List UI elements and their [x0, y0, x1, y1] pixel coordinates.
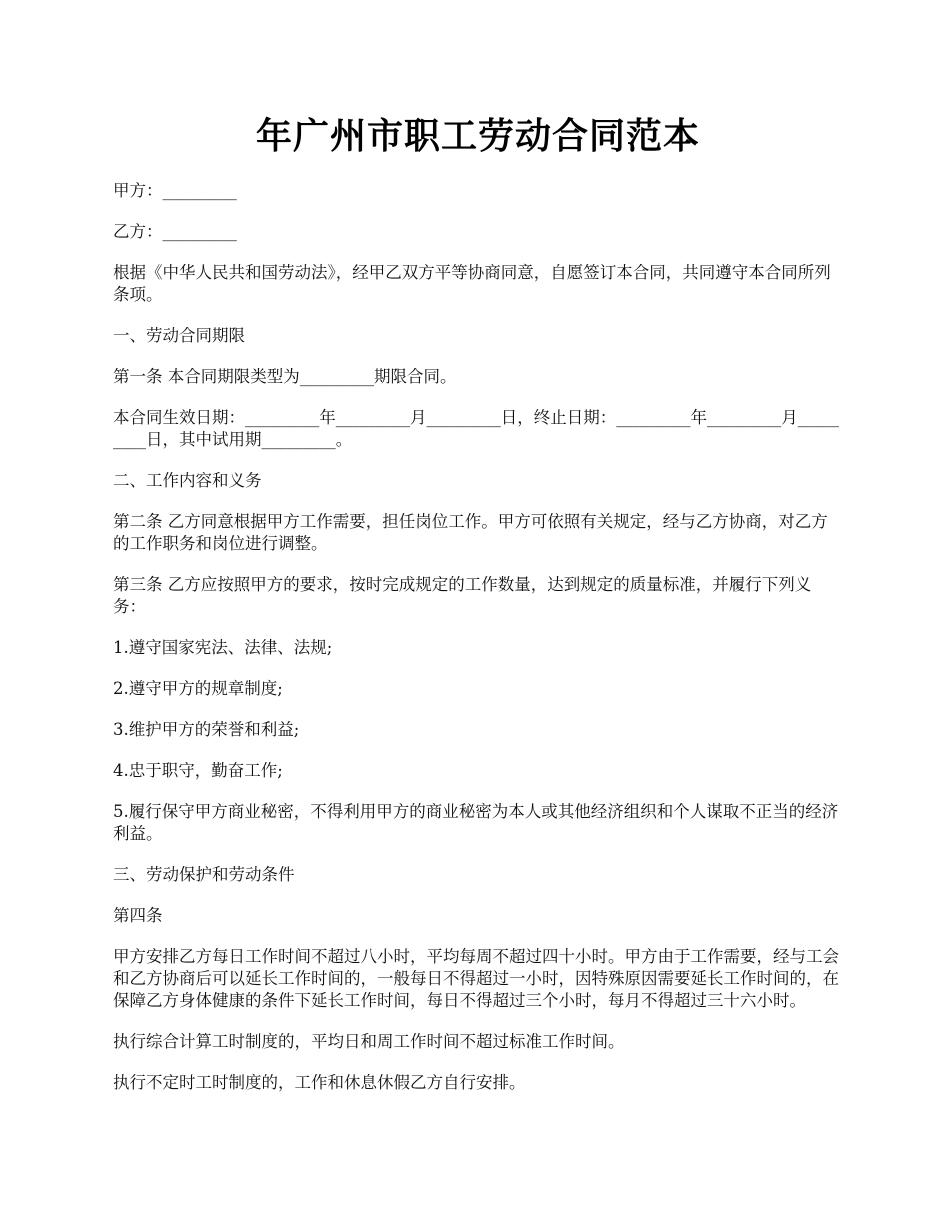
article-4-heading: 第四条	[113, 906, 163, 925]
section-heading-duties: 二、工作内容和义务	[113, 471, 262, 490]
section-heading-term: 一、劳动合同期限	[113, 326, 245, 345]
section-heading-protection: 三、劳动保护和劳动条件	[113, 865, 295, 884]
duty-item: 1.遵守国家宪法、法律、法规;	[113, 638, 333, 657]
flexible-hours-paragraph: 执行不定时工时制度的，工作和休息休假乙方自行安排。	[113, 1073, 526, 1092]
article-3: 第三条 乙方应按照甲方的要求，按时完成规定的工作数量，达到规定的质量标准，并履行下列义务：	[113, 575, 812, 616]
article-1: 第一条 本合同期限类型为_________期限合同。	[113, 367, 457, 386]
article-2: 第二条 乙方同意根据甲方工作需要，担任岗位工作。甲方可依照有关规定，经与乙方协商，对乙方的工作职务和岗位进行调整。	[113, 512, 828, 553]
comprehensive-hours-paragraph: 执行综合计算工时制度的，平均日和周工作时间不超过标准工作时间。	[113, 1032, 625, 1051]
document-title: 年广州市职工劳动合同范本	[255, 115, 700, 157]
duty-item: 3.维护甲方的荣誉和利益;	[113, 720, 300, 739]
preamble-paragraph: 根据《中华人民共和国劳动法》，经甲乙双方平等协商同意，自愿签订本合同，共同遵守本合同所列条项。	[113, 263, 831, 304]
duty-item: 2.遵守甲方的规章制度;	[113, 679, 283, 698]
party-a-line: 甲方：_________	[113, 181, 237, 200]
party-b-line: 乙方：_________	[113, 222, 237, 241]
duty-item: 4.忠于职守，勤奋工作;	[113, 761, 283, 780]
duty-item: 5.履行保守甲方商业秘密，不得利用甲方的商业秘密为本人或其他经济组织和个人谋取不正当的经济利益。	[113, 802, 839, 843]
document-body	[113, 180, 843, 1113]
working-hours-paragraph: 甲方安排乙方每日工作时间不超过八小时，平均每周不超过四十小时。甲方由于工作需要，经与工会和乙方协商后可以延长工作时间的，一般每日不得超过一小时，因特殊原因需要延长工作时间的，在保障乙方身体健康的条件下延长工作时间，每日不得超过三个小时，每月不得超过三十六小时。	[113, 947, 839, 1010]
effective-date-paragraph: 本合同生效日期：_________年_________月_________日，终止日期：_________年_________月_________日，其中试用期_________。	[113, 408, 839, 449]
